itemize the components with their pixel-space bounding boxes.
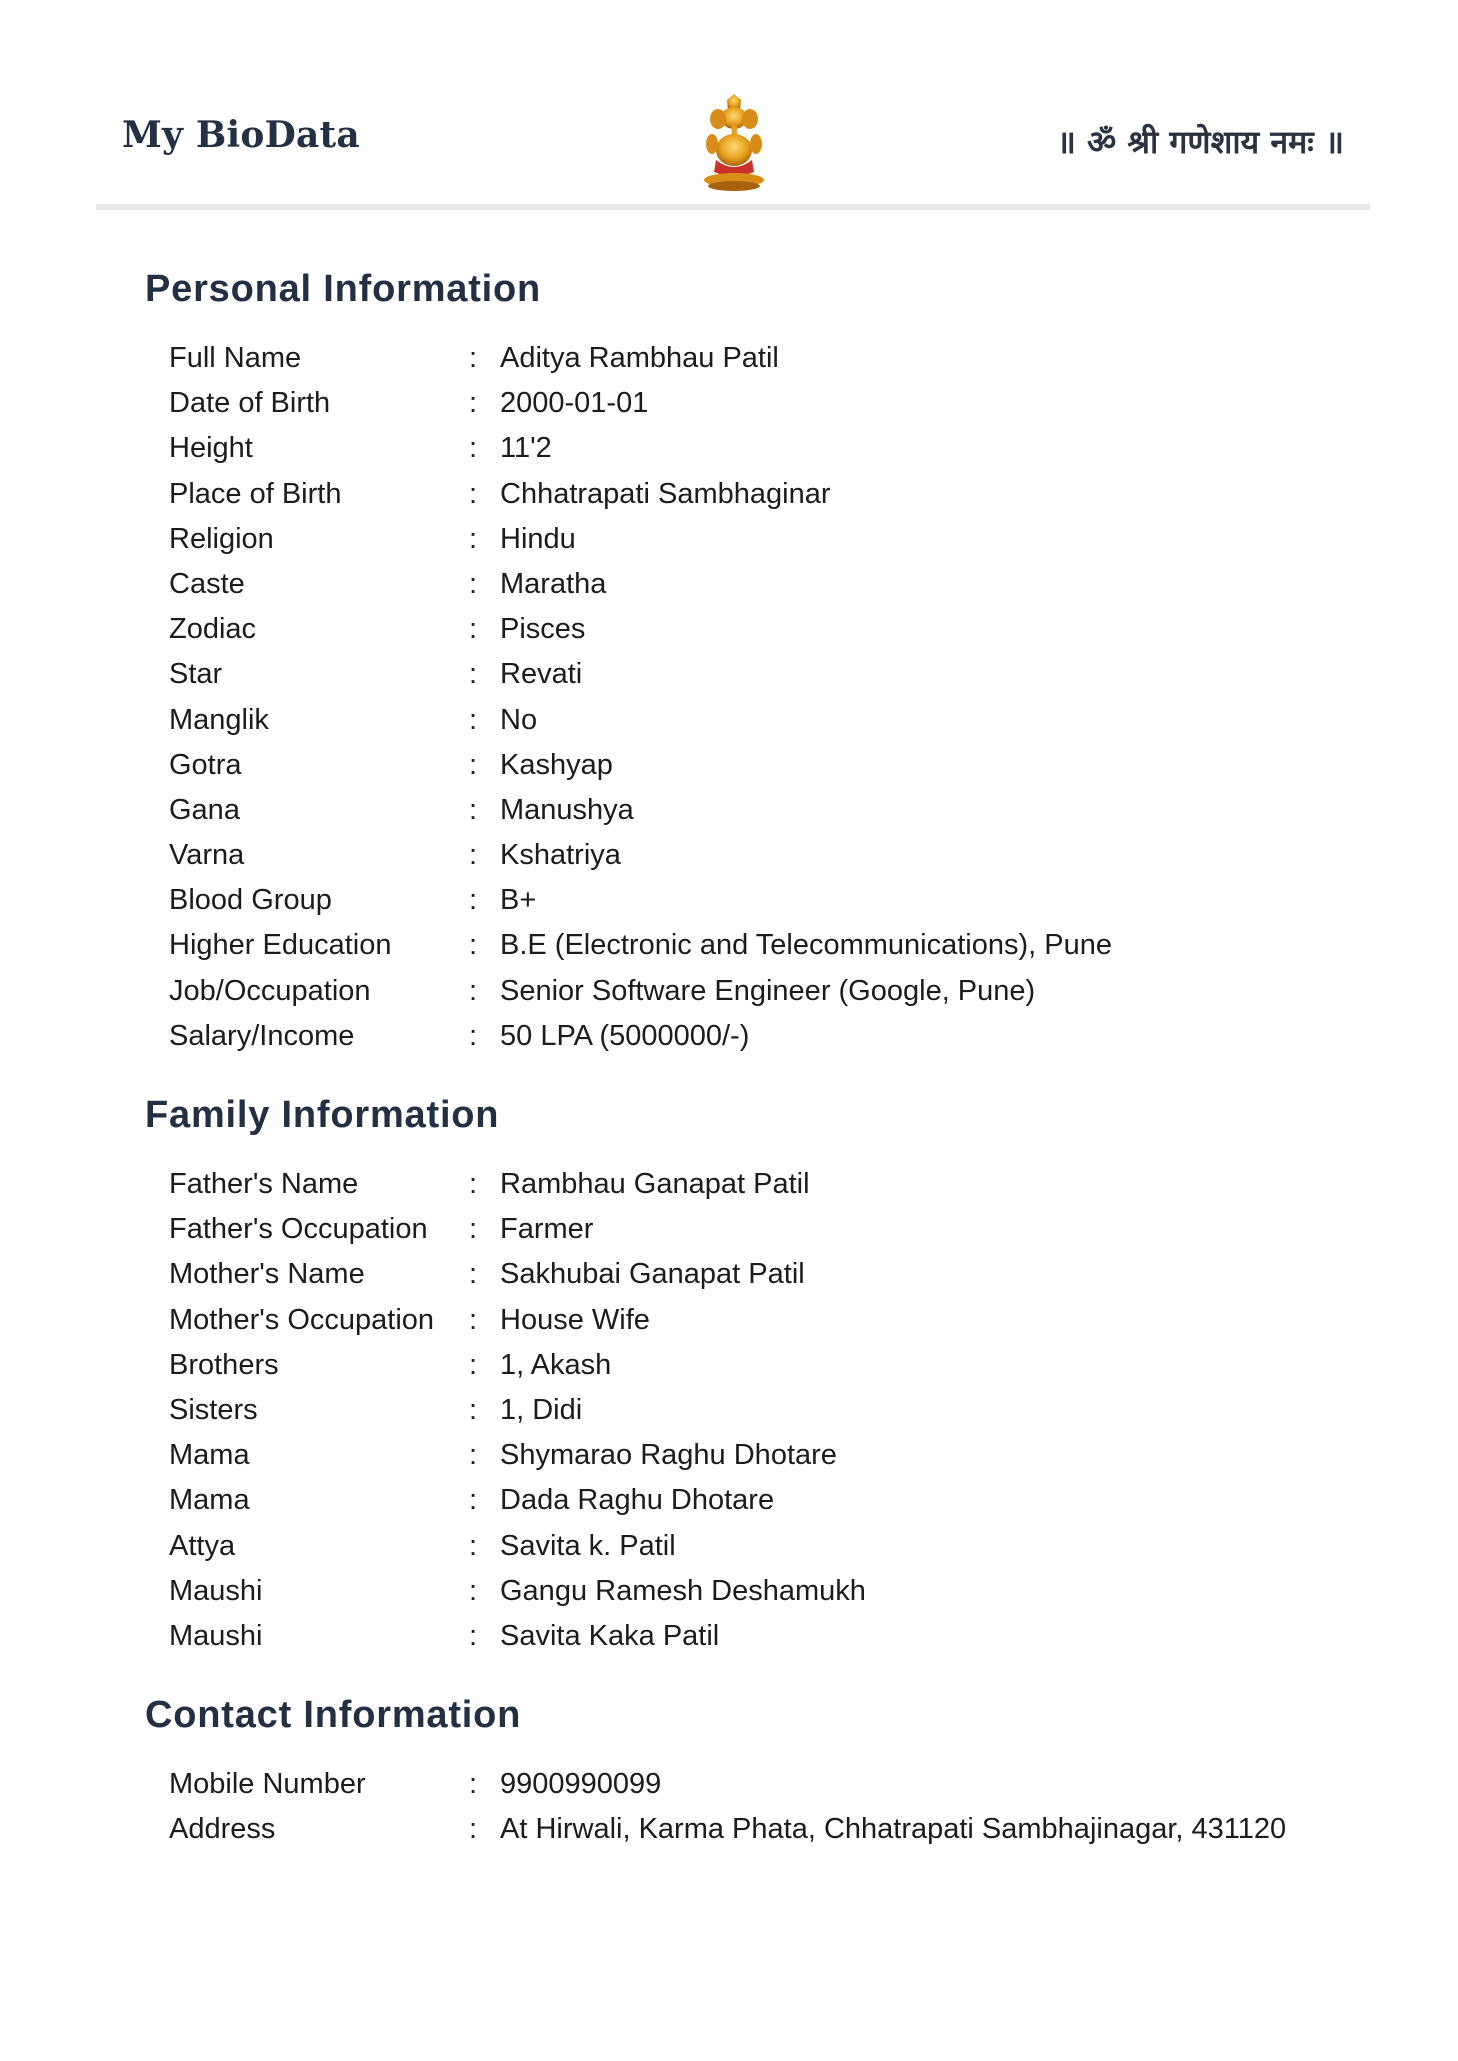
info-row	[169, 1388, 583, 1433]
separator: :	[469, 613, 478, 646]
field-value: 2000-01-01	[500, 387, 649, 420]
info-row	[169, 1162, 810, 1207]
field-value: Maratha	[500, 567, 607, 600]
field-label: Gotra	[169, 748, 242, 781]
family-information-section	[145, 1088, 866, 1659]
separator: :	[469, 703, 478, 736]
mantra-text: ॥ ॐ श्री गणेशाय नमः ॥	[1056, 123, 1344, 161]
separator: :	[469, 793, 478, 826]
separator: :	[469, 1574, 478, 1607]
personal-information-section	[145, 262, 1112, 1059]
field-label: Mama	[169, 1484, 250, 1517]
info-row	[169, 923, 1112, 968]
field-value: Pisces	[500, 613, 586, 646]
field-label: Address	[169, 1813, 276, 1846]
field-label: Maushi	[169, 1574, 263, 1607]
info-row	[169, 1252, 805, 1297]
info-row	[169, 472, 831, 517]
field-value: 50 LPA (5000000/-)	[500, 1019, 750, 1052]
section-title: Contact Information	[145, 1694, 522, 1736]
field-label: Mobile Number	[169, 1768, 366, 1800]
info-row	[169, 1762, 662, 1807]
field-label: Mother's Name	[169, 1258, 365, 1291]
field-value: 9900990099	[500, 1768, 662, 1800]
field-label: Varna	[169, 839, 245, 872]
field-value: Shymarao Raghu Dhotare	[500, 1439, 837, 1472]
field-label: Blood Group	[169, 884, 332, 917]
field-label: Sisters	[169, 1393, 258, 1426]
field-value: House Wife	[500, 1303, 650, 1336]
field-label: Maushi	[169, 1619, 263, 1652]
info-row	[169, 562, 607, 607]
info-row	[169, 1807, 1287, 1852]
field-value: Gangu Ramesh Deshamukh	[500, 1574, 866, 1607]
info-row	[169, 652, 583, 697]
info-row	[169, 1524, 676, 1569]
info-row	[169, 381, 649, 426]
separator: :	[469, 929, 478, 962]
field-label: Mother's Occupation	[169, 1303, 435, 1336]
info-row	[169, 1478, 775, 1523]
separator: :	[469, 974, 478, 1007]
field-value: Farmer	[500, 1213, 594, 1246]
family-rows	[169, 1162, 866, 1659]
field-value: 1, Akash	[500, 1348, 612, 1381]
separator: :	[469, 387, 478, 420]
field-value: Savita Kaka Patil	[500, 1619, 720, 1652]
separator: :	[469, 1303, 478, 1336]
header	[96, 90, 1370, 198]
info-row	[169, 607, 586, 652]
field-value: Dada Raghu Dhotare	[500, 1484, 775, 1517]
field-value: B.E (Electronic and Telecommunications), Pune	[500, 929, 1112, 962]
field-label: Gana	[169, 793, 240, 826]
field-value: At Hirwali, Karma Phata, Chhatrapati Sambhajinagar, 431120	[500, 1813, 1287, 1846]
separator: :	[469, 839, 478, 872]
field-value: Kashyap	[500, 748, 613, 781]
field-label: Date of Birth	[169, 387, 331, 420]
separator: :	[469, 432, 478, 465]
separator: :	[469, 1348, 478, 1381]
separator: :	[469, 1213, 478, 1246]
info-row	[169, 1569, 866, 1614]
separator: :	[469, 1393, 478, 1426]
field-label: Salary/Income	[169, 1019, 355, 1052]
separator: :	[469, 1813, 478, 1846]
field-label: Place of Birth	[169, 477, 342, 510]
info-row	[169, 336, 779, 381]
field-value: No	[500, 703, 538, 736]
field-value: B+	[500, 884, 537, 917]
info-row	[169, 878, 541, 923]
separator: :	[469, 1258, 478, 1291]
contact-rows	[169, 1762, 1287, 1852]
contact-information-section	[145, 1688, 1287, 1852]
ganesha-idol-icon	[694, 94, 774, 192]
field-label: Religion	[169, 522, 274, 555]
separator: :	[469, 1768, 478, 1800]
info-row	[169, 743, 613, 788]
info-row	[169, 1433, 837, 1478]
info-row	[169, 1298, 650, 1343]
info-row	[169, 1343, 612, 1388]
separator: :	[469, 1619, 478, 1652]
field-value: Chhatrapati Sambhaginar	[500, 477, 831, 510]
info-row	[169, 833, 621, 878]
field-label: Attya	[169, 1529, 236, 1562]
separator: :	[469, 342, 478, 374]
field-label: Star	[169, 658, 223, 691]
brand-title: My BioData	[122, 114, 360, 156]
field-label: Manglik	[169, 703, 269, 736]
field-label: Higher Education	[169, 929, 392, 962]
field-value: Sakhubai Ganapat Patil	[500, 1258, 805, 1291]
separator: :	[469, 1439, 478, 1472]
field-label: Zodiac	[169, 613, 257, 646]
separator: :	[469, 477, 478, 510]
field-value: Senior Software Engineer (Google, Pune)	[500, 974, 1036, 1007]
section-title: Family Information	[145, 1094, 500, 1136]
info-row	[169, 969, 1036, 1014]
info-row	[169, 1614, 720, 1659]
separator: :	[469, 522, 478, 555]
field-label: Height	[169, 432, 253, 465]
personal-rows	[169, 336, 1112, 1059]
separator: :	[469, 658, 478, 691]
field-value: Revati	[500, 658, 583, 691]
field-label: Job/Occupation	[169, 974, 371, 1007]
separator: :	[469, 1529, 478, 1562]
field-label: Mama	[169, 1439, 250, 1472]
separator: :	[469, 1019, 478, 1052]
info-row	[169, 517, 576, 562]
separator: :	[469, 567, 478, 600]
field-value: Aditya Rambhau Patil	[500, 342, 779, 374]
field-label: Father's Occupation	[169, 1213, 428, 1246]
section-title: Personal Information	[145, 268, 542, 310]
field-label: Full Name	[169, 342, 302, 374]
field-value: Rambhau Ganapat Patil	[500, 1168, 810, 1200]
field-value: Manushya	[500, 793, 634, 826]
field-value: Savita k. Patil	[500, 1529, 676, 1562]
field-label: Caste	[169, 567, 245, 600]
field-value: 1, Didi	[500, 1393, 583, 1426]
separator: :	[469, 748, 478, 781]
info-row	[169, 698, 541, 743]
field-value: Hindu	[500, 522, 576, 555]
field-value: 11'2	[500, 432, 552, 465]
header-divider	[96, 204, 1370, 210]
separator: :	[469, 1168, 478, 1200]
separator: :	[469, 1484, 478, 1517]
info-row	[169, 1207, 594, 1252]
info-row	[169, 1014, 750, 1059]
field-value: Kshatriya	[500, 839, 621, 872]
info-row	[169, 426, 552, 471]
field-label: Brothers	[169, 1348, 279, 1381]
field-label: Father's Name	[169, 1168, 359, 1200]
separator: :	[469, 884, 478, 917]
info-row	[169, 788, 634, 833]
